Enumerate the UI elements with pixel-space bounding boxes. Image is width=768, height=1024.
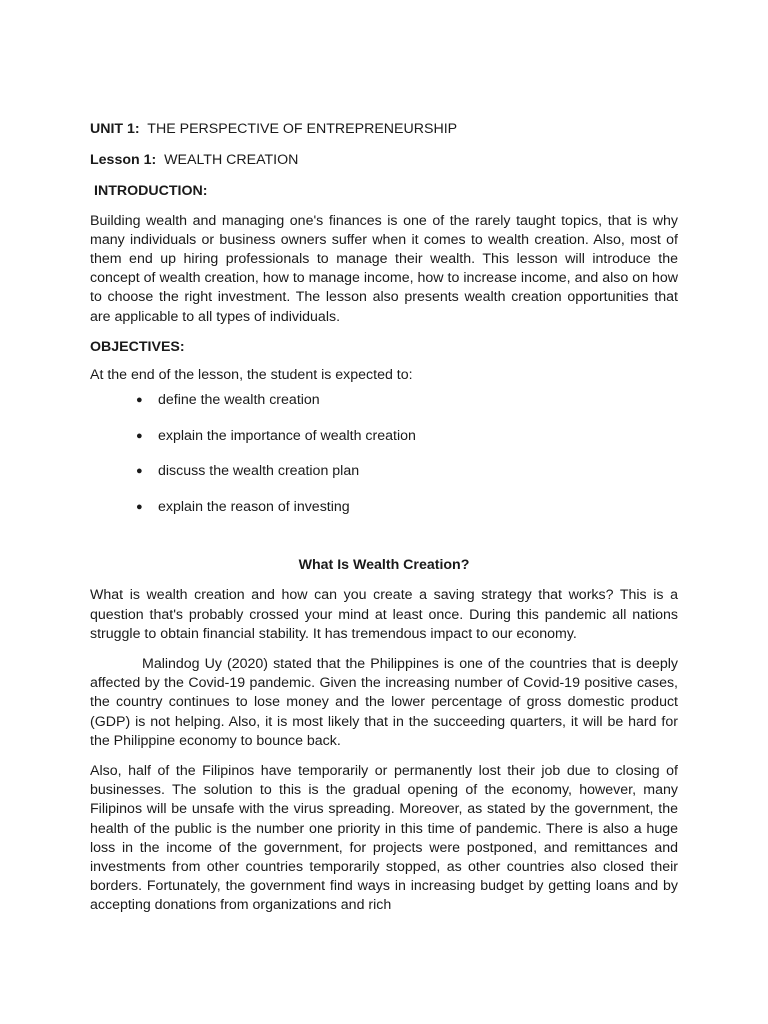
body-paragraph: What is wealth creation and how can you create a saving strategy that works? This is a question that's probably crossed your mind at least once. During this pandemic all nations struggle to obtain financial stability. It has tremendous impact to our economy. (90, 587, 678, 642)
list-item (90, 462, 678, 498)
bullet-icon: ● (136, 500, 143, 513)
objectives-list (90, 391, 678, 533)
bullet-icon: ● (136, 394, 143, 407)
unit-heading (90, 120, 678, 139)
objective-text: explain the reason of investing (158, 498, 350, 515)
list-item (90, 391, 678, 427)
lesson-label: Lesson 1: (90, 152, 157, 169)
bullet-icon: ● (136, 429, 143, 442)
list-item (90, 498, 678, 534)
introduction-title: INTRODUCTION: (94, 183, 208, 200)
section-title: What Is Wealth Creation? (298, 557, 470, 574)
list-item (90, 427, 678, 463)
document-page (90, 120, 678, 927)
body-paragraph: Also, half of the Filipinos have temporarily or permanently lost their job due to closing of businesses. The solution to this is the gradual opening of the economy, however, many Filipinos will be unsafe with the virus spreading. Moreover, as stated by the government, the health of the public is the number one priority in this time of pandemic. There is also a huge loss in the income of the government, for projects were postponed, and remittances and investments from other countries temporarily stopped, as other countries also closed their borders. Fortunately, the government find ways in increasing budget by getting loans and by accepting donations from organizations and rich (90, 763, 678, 914)
objective-text: discuss the wealth creation plan (158, 463, 360, 480)
unit-label: UNIT 1: (90, 121, 140, 137)
objective-text: define the wealth creation (158, 392, 320, 409)
lesson-heading (90, 151, 678, 170)
objectives-lead: At the end of the lesson, the student is expected to: (90, 367, 413, 384)
objectives-title: OBJECTIVES: (90, 338, 185, 355)
objective-text: explain the importance of wealth creation (158, 427, 416, 444)
introduction-paragraph: Building wealth and managing one's finances is one of the rarely taught topics, that is why many individuals or business owners suffer when it comes to wealth creation. Also, most of them end up hiring professionals to manage their wealth. This lesson will introduce the concept of wealth creation, how to manage income, how to increase income, and also on how to choose the right investment. The lesson also presents wealth creation opportunities that are applicable to all types of individuals. (90, 212, 678, 325)
lesson-title: WEALTH CREATION (164, 152, 299, 169)
unit-title: THE PERSPECTIVE OF ENTREPRENEURSHIP (147, 121, 458, 137)
bullet-icon: ● (136, 465, 143, 478)
body-paragraph: Malindog Uy (2020) stated that the Philippines is one of the countries that is deeply affected by the Covid-19 pandemic. Given the increasing number of Covid-19 positive cases, the country continues to lose money and the lower percentage of gross domestic product (GDP) is not helping. Also, it is most likely that in the succeeding quarters, it will be hard for the Philippine economy to bounce back. (90, 656, 678, 749)
